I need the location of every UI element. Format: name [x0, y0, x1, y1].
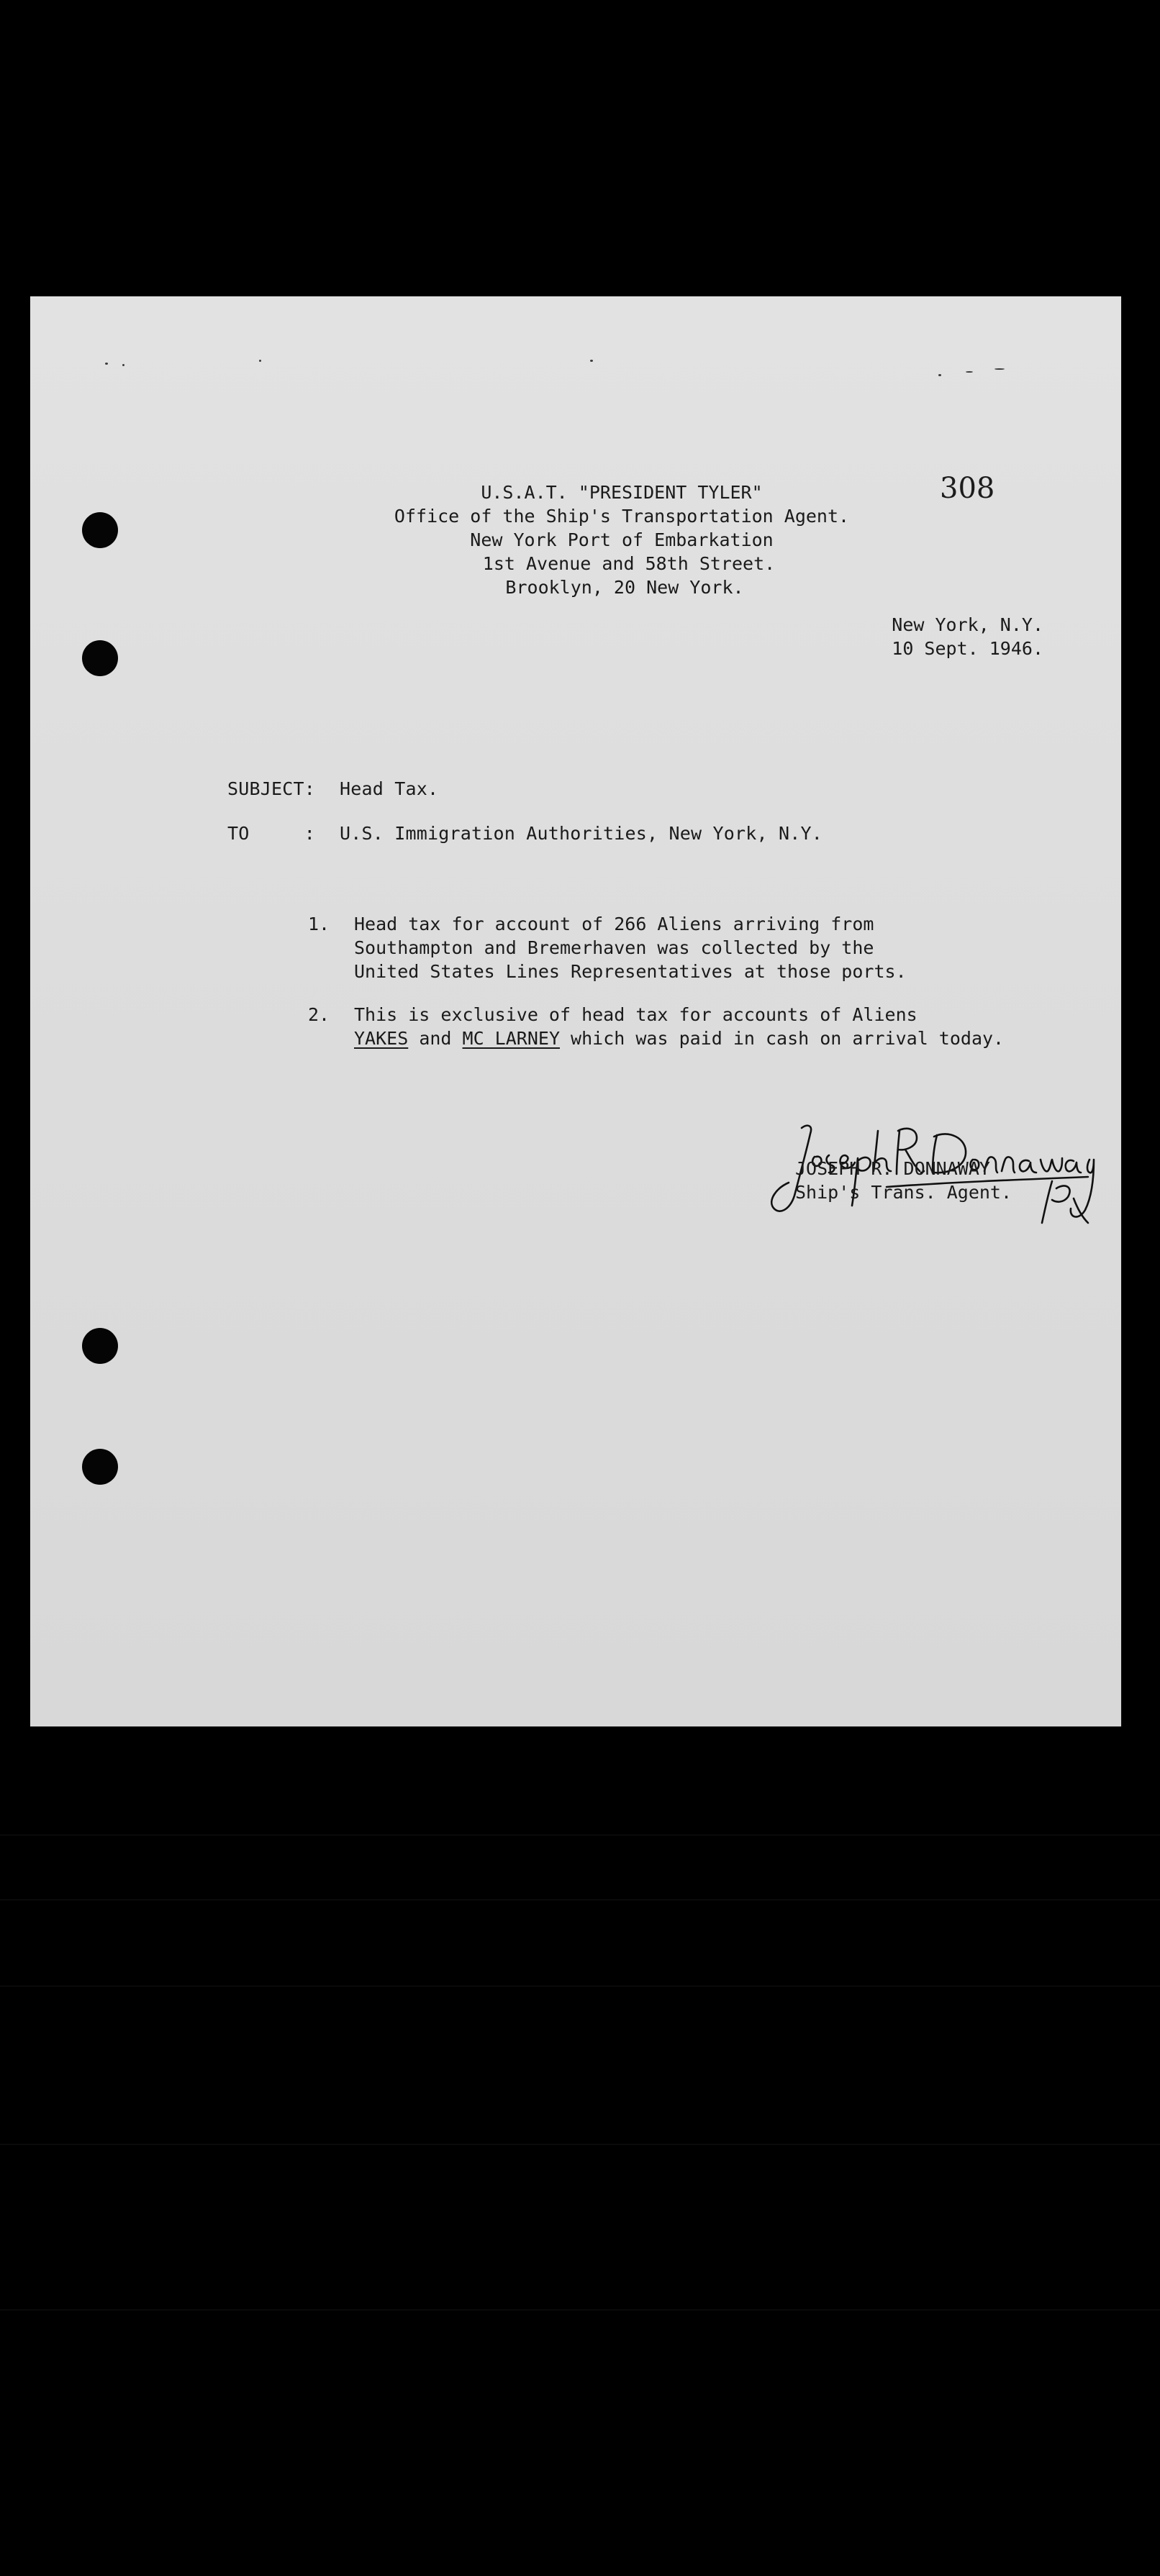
paper-speck — [122, 364, 124, 366]
letterhead-line: Brooklyn, 20 New York. — [505, 577, 744, 598]
paragraph-2 — [308, 1003, 1092, 1053]
paragraph-number: 1. — [308, 914, 330, 934]
dateline-date: 10 Sept. 1946. — [892, 638, 1043, 659]
paper-speck — [259, 360, 261, 362]
document-page — [30, 296, 1121, 1726]
paragraph-line: Southampton and Bremerhaven was collected by the — [354, 937, 874, 958]
subject-value: Head Tax. — [340, 778, 439, 799]
scan-noise — [0, 2309, 1160, 2311]
paragraph-1 — [308, 912, 1028, 984]
letterhead-line: 1st Avenue and 58th Street. — [482, 553, 776, 574]
paragraph-line: Head tax for account of 266 Aliens arriving from — [354, 914, 874, 934]
binder-hole — [82, 1328, 118, 1364]
alien-name-mc-larney: MC LARNEY — [462, 1028, 560, 1049]
page-number: 308 — [940, 472, 995, 505]
scan-noise — [0, 1834, 1160, 1836]
letterhead-line: U.S.A.T. "PRESIDENT TYLER" — [481, 482, 763, 503]
paragraph-line: United States Lines Representatives at those ports. — [354, 961, 907, 982]
paragraph-tail: which was paid in cash on arrival today. — [560, 1028, 1005, 1049]
conjunction: and — [408, 1028, 463, 1049]
to-value: U.S. Immigration Authorities, New York, N.Y. — [340, 823, 823, 844]
scan-noise — [0, 1985, 1160, 1987]
paragraph-line: This is exclusive of head tax for accounts of Aliens — [354, 1004, 917, 1025]
to-label: TO : — [227, 823, 316, 844]
letterhead-line: New York Port of Embarkation — [470, 529, 774, 550]
paper-speck — [105, 363, 108, 365]
paper-speck — [938, 374, 941, 376]
binder-hole — [82, 1449, 118, 1485]
letterhead-line: Office of the Ship's Transportation Agent. — [394, 506, 850, 527]
letterhead — [312, 481, 931, 599]
signer-title: Ship's Trans. Agent. — [795, 1182, 1012, 1203]
dateline-place: New York, N.Y. — [892, 614, 1043, 635]
scan-noise — [0, 2144, 1160, 2145]
paper-speck — [966, 371, 973, 373]
paragraph-line-names — [354, 1027, 1004, 1050]
signature-block — [795, 1157, 1012, 1204]
paper-speck — [590, 360, 593, 362]
signer-name: JOSEPH R. DONNAWAY — [795, 1158, 990, 1179]
subject-label: SUBJECT: — [227, 778, 316, 799]
paragraph-number: 2. — [308, 1004, 330, 1025]
paper-speck — [994, 368, 1005, 370]
scan-noise — [0, 1899, 1160, 1901]
binder-hole — [82, 512, 118, 548]
dateline — [892, 613, 1043, 660]
binder-hole — [82, 640, 118, 676]
alien-name-yakes: YAKES — [354, 1028, 409, 1049]
